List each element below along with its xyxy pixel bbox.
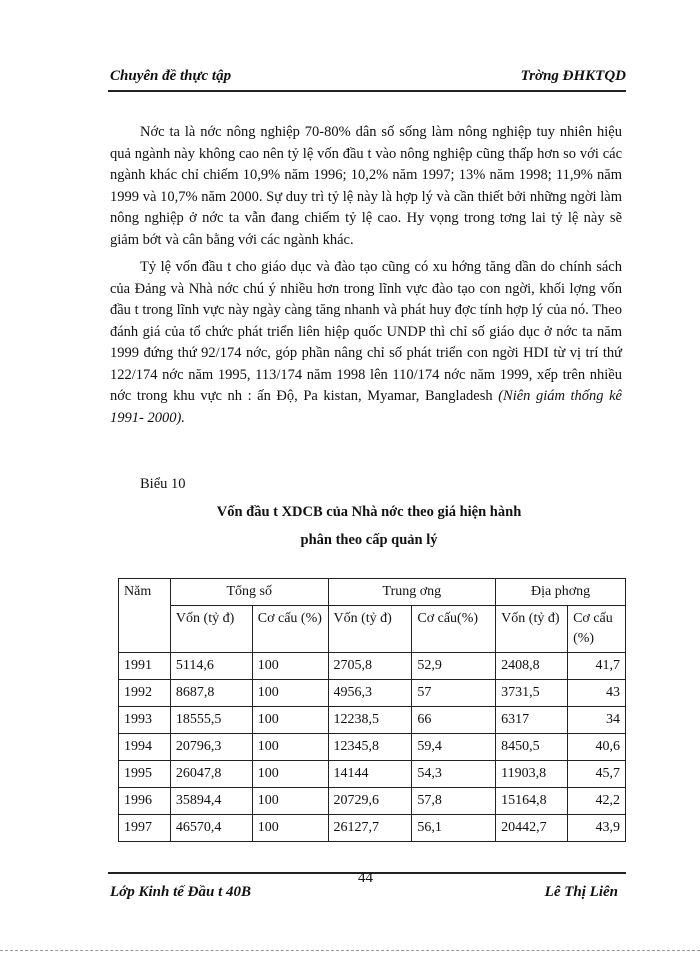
cell-year: 1996 — [119, 788, 171, 815]
page-footer — [108, 872, 626, 914]
cell-total-cocau: 100 — [252, 680, 328, 707]
subheader-central-cocau: Cơ cấu(%) — [412, 606, 496, 653]
cell-central-cocau: 56,1 — [412, 815, 496, 842]
subheader-total-von: Vốn (tỷ đ) — [170, 606, 252, 653]
cell-central-von: 14144 — [328, 761, 412, 788]
table-label: Biểu 10 — [140, 476, 186, 492]
cell-year: 1992 — [119, 680, 171, 707]
cell-central-von: 4956,3 — [328, 680, 412, 707]
cell-central-cocau: 59,4 — [412, 734, 496, 761]
cell-total-cocau: 100 — [252, 788, 328, 815]
table-subtitle: phân theo cấp quản lý — [300, 532, 438, 548]
cell-local-von: 6317 — [496, 707, 568, 734]
cell-local-cocau: 40,6 — [568, 734, 626, 761]
subheader-central-von: Vốn (tỷ đ) — [328, 606, 412, 653]
table-row — [119, 815, 626, 842]
cell-local-cocau: 43 — [568, 680, 626, 707]
cell-year: 1994 — [119, 734, 171, 761]
header-year: Năm — [119, 579, 171, 653]
citation: (Niên giám thống kê 1991- 2000). — [110, 388, 622, 426]
cell-year: 1991 — [119, 653, 171, 680]
cell-central-von: 12345,8 — [328, 734, 412, 761]
cell-total-von: 26047,8 — [170, 761, 252, 788]
footer-class: Lớp Kinh tế Đầu t 40B — [110, 884, 251, 900]
table-row — [119, 734, 626, 761]
paragraph-education — [110, 257, 622, 429]
header-school: Trờng ĐHKTQD — [520, 68, 626, 84]
cell-total-von: 18555,5 — [170, 707, 252, 734]
header-central: Trung ơng — [328, 579, 496, 606]
cell-total-von: 20796,3 — [170, 734, 252, 761]
table-row — [119, 788, 626, 815]
cell-central-cocau: 57 — [412, 680, 496, 707]
cell-local-von: 3731,5 — [496, 680, 568, 707]
cell-central-cocau: 66 — [412, 707, 496, 734]
cell-central-von: 20729,6 — [328, 788, 412, 815]
cell-local-cocau: 43,9 — [568, 815, 626, 842]
paragraph-agriculture: Nớc ta là nớc nông nghiệp 70-80% dân số sống làm nông nghiệp tuy nhiên hiệu quả ngành này không cao nên tỷ lệ vốn đầu t vào nông nghiệp cũng thấp hơn so với các ngành khác chỉ chiếm 10,9% năm 1996; 10,2% năm 1997; 13% năm 1998; 11,9% năm 1999 và 10,7% năm 2000. Sự duy trì tỷ lệ này là hợp lý và cần thiết bởi những ngời làm nông nghiệp ở nớc ta vẫn đang chiếm tỷ lệ cao. Hy vọng trong tơng lai tỷ lệ này sẽ giảm bớt và cân bằng với các ngành khác. — [110, 124, 622, 248]
cell-total-von: 5114,6 — [170, 653, 252, 680]
cell-total-von: 35894,4 — [170, 788, 252, 815]
subheader-local-von: Vốn (tỷ đ) — [496, 606, 568, 653]
cell-total-cocau: 100 — [252, 815, 328, 842]
cell-year: 1995 — [119, 761, 171, 788]
cell-total-cocau: 100 — [252, 761, 328, 788]
cell-year: 1997 — [119, 815, 171, 842]
body-text — [110, 122, 622, 435]
page-edge-divider — [0, 950, 700, 951]
cell-local-von: 2408,8 — [496, 653, 568, 680]
cell-total-von: 8687,8 — [170, 680, 252, 707]
cell-central-von: 2705,8 — [328, 653, 412, 680]
cell-local-von: 11903,8 — [496, 761, 568, 788]
page-number: 44 — [358, 870, 373, 886]
cell-local-cocau: 42,2 — [568, 788, 626, 815]
cell-local-von: 15164,8 — [496, 788, 568, 815]
cell-total-cocau: 100 — [252, 734, 328, 761]
table-row — [119, 707, 626, 734]
investment-table — [118, 578, 626, 842]
cell-local-von: 8450,5 — [496, 734, 568, 761]
cell-local-cocau: 41,7 — [568, 653, 626, 680]
header-local: Địa phơng — [496, 579, 626, 606]
cell-local-cocau: 34 — [568, 707, 626, 734]
cell-total-cocau: 100 — [252, 653, 328, 680]
cell-central-cocau: 52,9 — [412, 653, 496, 680]
table-row — [119, 680, 626, 707]
table-header-row — [119, 579, 626, 606]
table-row — [119, 653, 626, 680]
table-subheader-row — [119, 606, 626, 653]
footer-author: Lê Thị Liên — [544, 884, 618, 900]
header-title: Chuyên đề thực tập — [110, 68, 232, 84]
paragraph-education-text: Tỷ lệ vốn đầu t cho giáo dục và đào tạo cũng có xu hớng tăng dần do chính sách của Đảng và Nhà nớc chú ý nhiều hơn trong lĩnh vực đào tạo con ngời, khối lợng vốn đầu t trong lĩnh vực này ngày càng tăng nhanh và phát huy đợc tính hợp lý của nó. Theo đánh giá của tổ chức phát triển liên hiệp quốc UNDP thì chỉ số giáo dục ở nớc ta năm 1999 đứng thứ 92/174 nớc, góp phần nâng chỉ số phát triển con ngời HDI từ vị trí thứ 122/174 nớc năm 1995, 113/174 năm 1998 lên 110/174 nớc năm 1999, xếp trên nhiều nớc trong khu vực nh : ấn Độ, Pa kistan, Myamar, Bangladesh — [110, 259, 622, 404]
cell-central-von: 12238,5 — [328, 707, 412, 734]
cell-central-von: 26127,7 — [328, 815, 412, 842]
page-header — [108, 68, 626, 92]
cell-central-cocau: 54,3 — [412, 761, 496, 788]
table-row — [119, 761, 626, 788]
subheader-local-cocau: Cơ cấu (%) — [568, 606, 626, 653]
cell-total-cocau: 100 — [252, 707, 328, 734]
subheader-total-cocau: Cơ cấu (%) — [252, 606, 328, 653]
header-total: Tổng số — [170, 579, 328, 606]
cell-central-cocau: 57,8 — [412, 788, 496, 815]
cell-local-von: 20442,7 — [496, 815, 568, 842]
cell-total-von: 46570,4 — [170, 815, 252, 842]
cell-year: 1993 — [119, 707, 171, 734]
table-title: Vốn đầu t XDCB của Nhà nớc theo giá hiện hành — [216, 504, 522, 520]
cell-local-cocau: 45,7 — [568, 761, 626, 788]
